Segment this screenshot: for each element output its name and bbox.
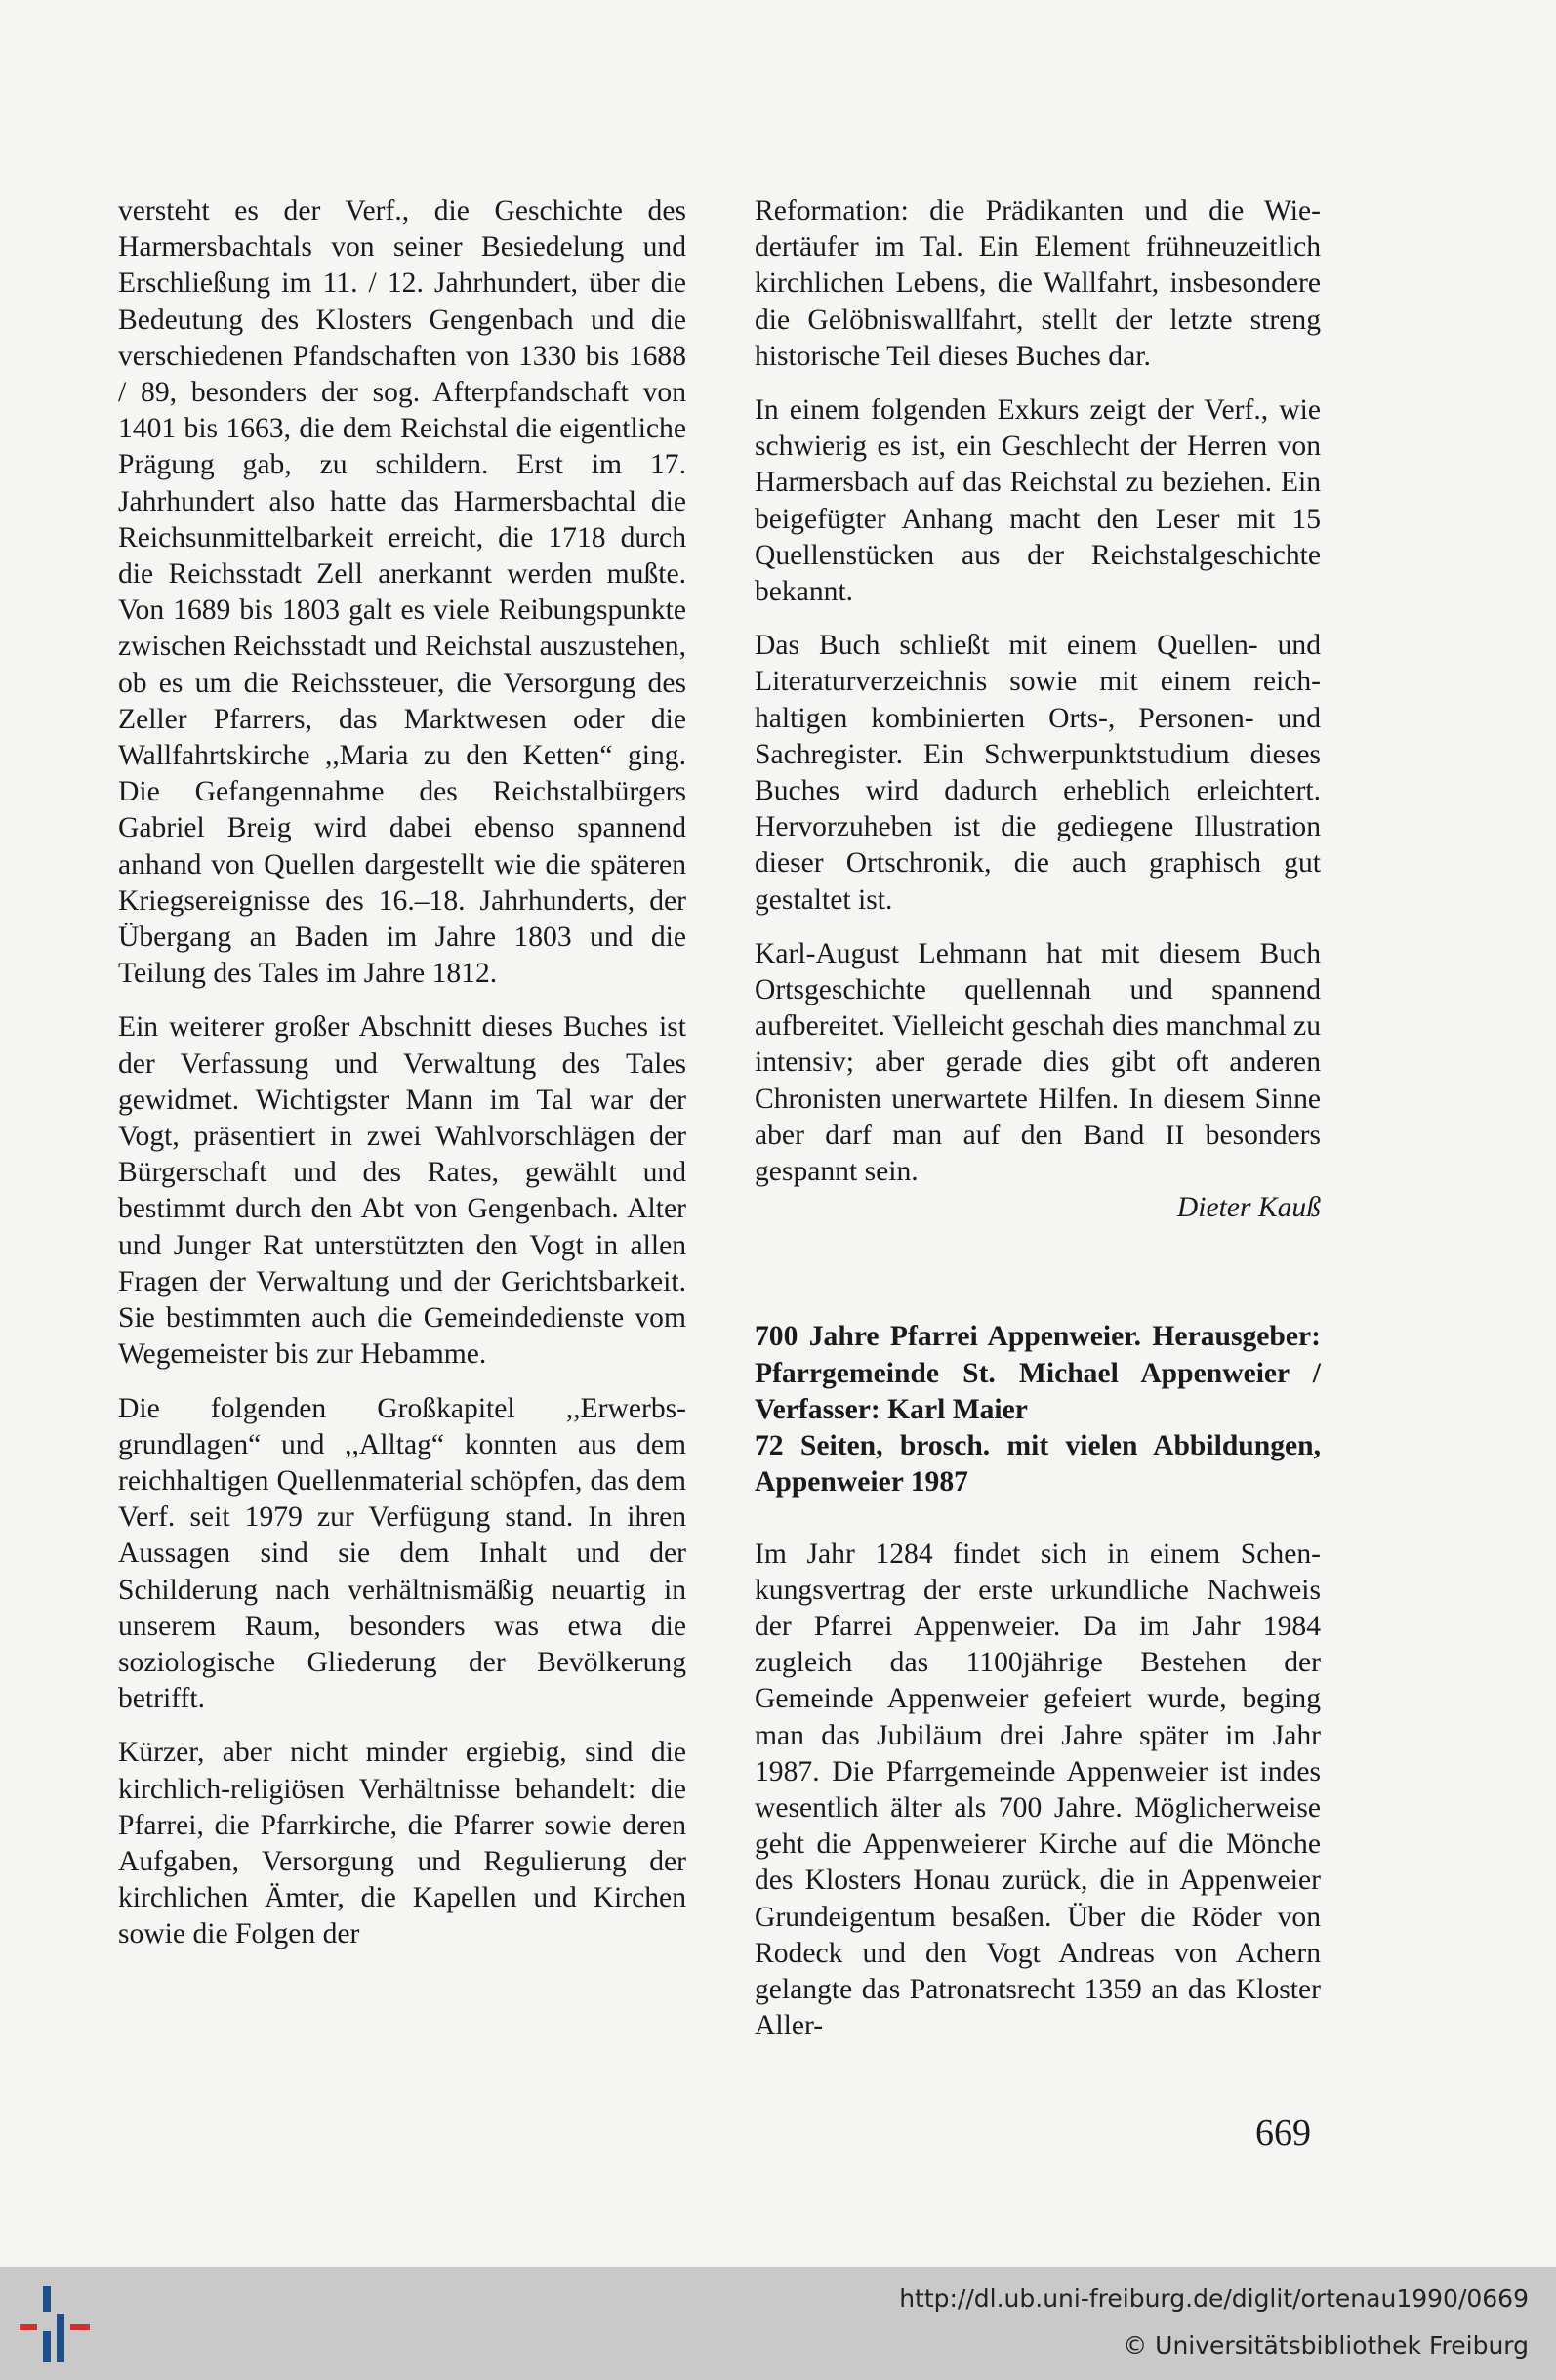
review-publication-details: 72 Seiten, brosch. mit vielen Abbildungen, Appenweier 1987 [755, 1430, 1321, 1498]
paragraph: Reformation: die Prädikanten und die Wiedertäufer im Tal. Ein Element frühneuzeitlich kirchlichen Lebens, die Wallfahrt, insbesondere die Gelöbniswallfahrt, stellt der letzte streng historische Teil dieses Buches dar. [755, 195, 1321, 372]
paragraph: In einem folgenden Exkurs zeigt der Verf., wie schwierig es ist, ein Geschlecht der Herren von Harmersbach auf das Reichstal zu beziehen. Ein beigefügter Anhang macht den Leser mit 15 Quellenstücken aus der Reichstalgeschichte bekannt. [755, 394, 1321, 608]
paragraph: Karl-August Lehmann hat mit diesem Buch Ortsgeschichte quellennah und spannend aufbereitet. Vielleicht geschah dies manchmal zu intensiv; aber gerade dies gibt oft anderen Chronisten unerwartete Hilfen. In diesem Sinne aber darf man auf den Band II besonders gespannt sein. [755, 937, 1321, 1188]
copyright-notice: © Universitätsbibliothek Freiburg [1123, 2331, 1529, 2359]
page-number: 669 [1255, 2113, 1311, 2154]
paragraph: Die folgenden Großkapitel ,,Erwerbsgrundlagen“ und ,,Alltag“ konnten aus dem reichhaltigen Quellenmaterial schöpfen, das dem Verf. seit 1979 zur Verfügung stand. In ihren Aussagen sind sie dem Inhalt und der Schilderung nach verhältnismäßig neuartig in unserem Raum, besonders was etwa die soziologische Gliederung der Bevölkerung betrifft. [118, 1392, 686, 1715]
paragraph: Im Jahr 1284 findet sich in einem Schenkungsvertrag der erste urkundliche Nachweis der Pfarrei Appenweier. Da im Jahr 1984 zugleich das 1100jährige Bestehen der Gemeinde Appenweier gefeiert wurde, beging man das Jubiläum drei Jahre später im Jahr 1987. Die Pfarrgemeinde Appenweier ist indes wesentlich älter als 700 Jahre. Möglicherweise geht die Appenweierer Kirche auf die Mönche des Klosters Honau zurück, die in Appenweier Grundeigentum besaßen. Über die Röder von Rodeck und den Vogt Andreas von Achern gelangte das Patronatsrecht 1359 an das Kloster Aller- [755, 1538, 1321, 2042]
viewer-footer [0, 2267, 1556, 2380]
paragraph: Kürzer, aber nicht minder ergiebig, sind die kirchlich-religiösen Verhältnisse behandelt: die Pfarrei, die Pfarrkirche, die Pfarrer sowie deren Aufgaben, Versorgung und Regulierung der kirchlichen Ämter, die Kapellen und Kirchen sowie die Folgen der [118, 1737, 686, 1950]
review-title: 700 Jahre Pfarrei Appenweier. Herausgeber: Pfarrgemeinde St. Michael Appenweier / Verfasser: Karl Maier [755, 1321, 1321, 1425]
document-url-link[interactable]: http://dl.ub.uni-freiburg.de/diglit/ortenau1990/0669 [899, 2284, 1529, 2313]
paragraph: versteht es der Verf., die Geschichte des Harmersbachtals von seiner Besiedelung und Erschließung im 11. / 12. Jahrhundert, über die Bedeutung des Klosters Gengenbach und die verschiedenen Pfandschaften von 1330 bis 1688 / 89, besonders der sog. Afterpfandschaft von 1401 bis 1663, die dem Reichstal die eigentliche Prägung gab, zu schildern. Erst im 17. Jahrhundert also hatte das Harmersbachtal die Reichsunmittelbarkeit erreicht, die 1718 durch die Reichsstadt Zell anerkannt werden mußte. Von 1689 bis 1803 galt es viele Reibungspunkte zwischen Reichsstadt und Reichstal auszustehen, ob es um die Reichssteuer, die Versorgung des Zeller Pfarrers, das Marktwesen oder die Wallfahrtskirche ,,Maria zu den Ketten“ ging. Die Gefangennahme des Reichstalbürgers Gabriel Breig wird dabei ebenso spannend anhand von Quellen dargestellt wie die späteren Kriegsereignisse des 16.–18. Jahrhunderts, der Übergang an Baden im Jahre 1803 und die Teilung des Tales im Jahre 1812. [118, 195, 686, 990]
book-review-heading [755, 1319, 1321, 1500]
paragraph: Das Buch schließt mit einem Quellen- und Literaturverzeichnis sowie mit einem reichhaltigen kombinierten Orts-, Personen- und Sachregister. Ein Schwerpunktstudium dieses Buches wird dadurch erheblich erleichtert. Hervorzuheben ist die gediegene Illustration dieser Ortschronik, die auch graphisch gut gestaltet ist. [755, 630, 1321, 916]
ub-freiburg-logo-icon [18, 2284, 96, 2364]
left-column [118, 193, 686, 1971]
paragraph: Ein weiterer großer Abschnitt dieses Buches ist der Verfassung und Verwaltung des Tales gewidmet. Wichtigster Mann im Tal war der Vogt, präsentiert in zwei Wahlvorschlägen der Bürgerschaft und des Rates, gewählt und bestimmt durch den Abt von Gengenbach. Alter und Junger Rat unterstützten den Vogt in allen Fragen der Verwaltung und der Gerichtsbarkeit. Sie bestimmten auch die Gemeindedienste vom Wegemeister bis zur Hebamme. [118, 1011, 686, 1371]
right-column [755, 193, 1321, 2062]
review-signature: Dieter Kauß [1176, 1192, 1321, 1224]
